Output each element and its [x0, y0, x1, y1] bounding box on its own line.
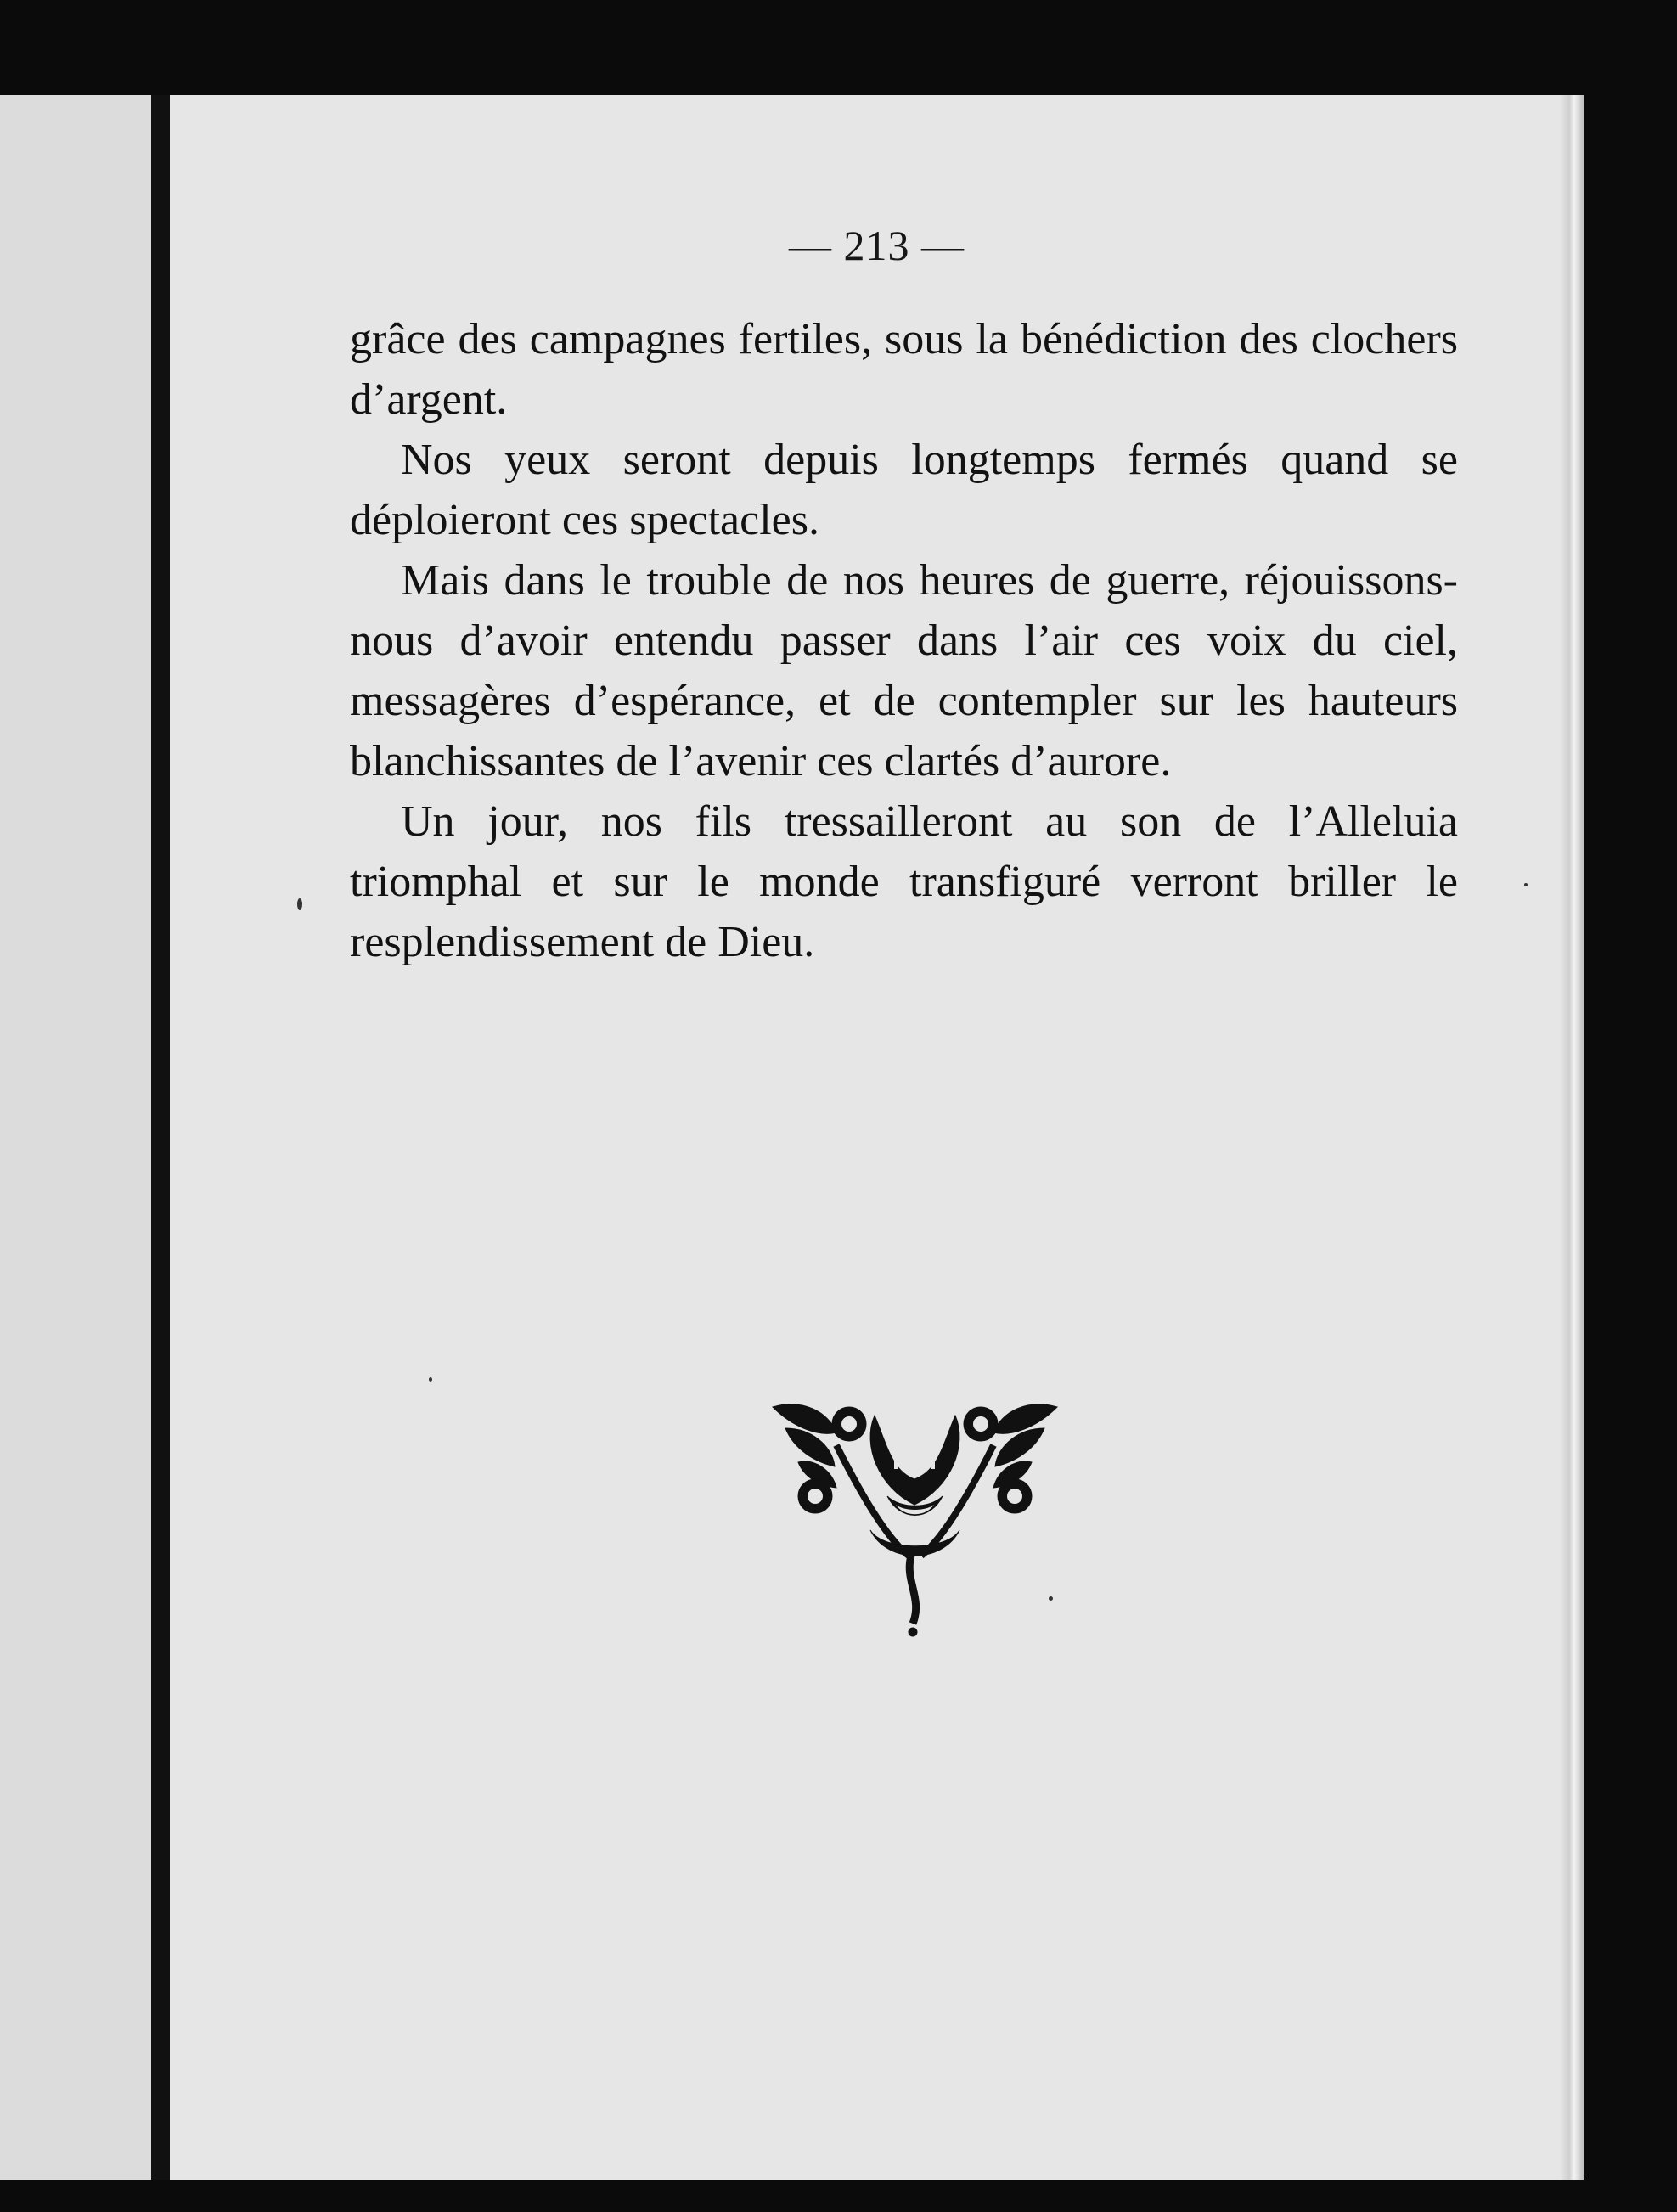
scan-speck — [1524, 883, 1528, 886]
paragraph-1: grâce des campagnes fertiles, sous la bénédiction des clochers d’argent. — [350, 315, 1458, 424]
book-gutter — [151, 95, 170, 2180]
scan-speck — [1049, 1596, 1053, 1601]
left-page-edge — [0, 95, 161, 2180]
paragraph-3: Mais dans le trouble de nos heures de guerre, réjouissons-nous d’avoir entendu passer dans l’air ces voix du ciel, messagères d’espérance, et de contempler sur les hauteurs blanchissantes de l’avenir ces clartés d’aurore. — [350, 556, 1458, 785]
page-number: — 213 — — [789, 222, 965, 269]
paragraph-2: Nos yeux seront depuis longtemps fermés quand se déploieront ces spectacles. — [350, 436, 1458, 544]
scan-speck — [297, 898, 302, 910]
lyre-with-roses-vignette-icon — [768, 1394, 1061, 1641]
paragraph-4: Un jour, nos fils tressailleront au son de l’Alleluia triomphal et sur le monde transfiguré verront briller le resplendissement de Dieu. — [350, 797, 1458, 966]
body-text — [350, 309, 1458, 972]
scan-speck — [429, 1377, 432, 1382]
page-edge — [1560, 95, 1584, 2180]
right-page — [170, 95, 1584, 2180]
